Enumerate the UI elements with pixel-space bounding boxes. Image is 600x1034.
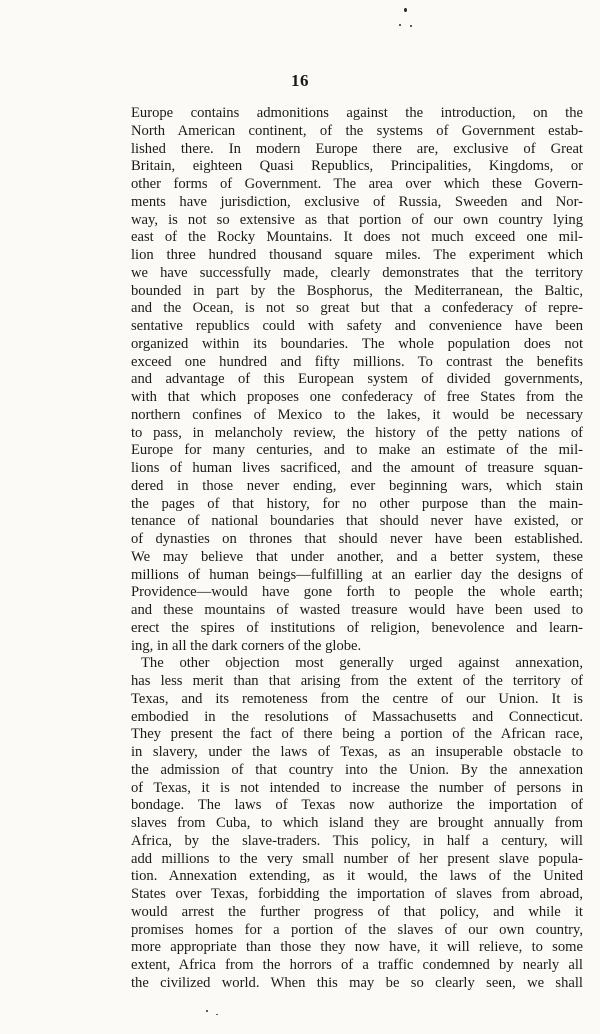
- page-number: 16: [291, 71, 309, 90]
- text-line: slaves from Cuba, to which island they are brought annually from: [131, 815, 583, 831]
- text-line: to pass, in melancholy review, the history of the petty nations of: [131, 424, 583, 441]
- ink-speck: [216, 1014, 218, 1015]
- text-line: Britain, eighteen Quasi Republics, Principalities, Kingdoms, or: [131, 158, 583, 175]
- text-line: They present the fact of there being a portion of the African race,: [131, 726, 583, 743]
- text-line: North American continent, of the systems of Government estab-: [131, 122, 583, 139]
- text-line: erect the spires of institutions of religion, benevolence and learn-: [131, 619, 583, 636]
- text-line: and the Ocean, is not so great but that a confederacy of repre-: [131, 300, 583, 317]
- text-line: way, is not so extensive as that portion of our own country lying: [131, 211, 583, 228]
- text-line: Providence—would have gone forth to people the whole earth;: [131, 584, 583, 601]
- text-line: tenance of national boundaries that should never have existed, or: [131, 513, 583, 530]
- text-line: Texas, and its remoteness from the centre of our Union. It is: [131, 690, 583, 707]
- ink-speck: [206, 1010, 208, 1012]
- ink-speck: [410, 25, 412, 27]
- text-line: ments have jurisdiction, exclusive of Russia, Sweeden and Nor-: [131, 193, 583, 210]
- text-line: of dynasties on thrones that should never have been established.: [131, 531, 583, 547]
- ink-speck: [404, 8, 407, 12]
- text-line: in slavery, under the laws of Texas, as an insuperable obstacle to: [131, 744, 583, 760]
- text-line: other forms of Government. The area over which these Govern-: [131, 176, 583, 192]
- text-line: the admission of that country into the Union. By the annexation: [131, 761, 583, 778]
- text-line: the pages of that history, for no other purpose than the main-: [131, 495, 583, 512]
- text-line: organized within its boundaries. The whole population does not: [131, 335, 583, 352]
- text-line: and advantage of this European system of divided governments,: [131, 371, 583, 388]
- text-line: bondage. The laws of Texas now authorize the importation of: [131, 797, 583, 814]
- text-line: embodied in the resolutions of Massachusetts and Connecticut.: [131, 708, 583, 725]
- text-line: with that which proposes one confederacy of free States from the: [131, 389, 583, 405]
- text-line: lions of human lives sacrificed, and the amount of treasure squan-: [131, 460, 583, 476]
- text-line: extent, Africa from the horrors of a traffic condemned by nearly all: [131, 957, 583, 973]
- text-line: We may believe that under another, and a better system, these: [131, 548, 583, 565]
- text-line: northern confines of Mexico to the lakes, it would be necessary: [131, 406, 583, 423]
- text-line: States over Texas, forbidding the importation of slaves from abroad,: [131, 886, 583, 902]
- text-line: and these mountains of wasted treasure would have been used to: [131, 602, 583, 618]
- body-text: [131, 105, 583, 993]
- text-line: lion three hundred thousand square miles. The experiment which: [131, 247, 583, 263]
- text-line: add millions to the very small number of her present slave popula-: [131, 850, 583, 867]
- text-line: tion. Annexation extending, as it would, the laws of the United: [131, 868, 583, 885]
- text-line: sentative republics could with safety and convenience have been: [131, 318, 583, 334]
- text-line: Africa, by the slave-traders. This policy, in half a century, will: [131, 832, 583, 849]
- ink-speck: [399, 24, 401, 26]
- text-line: bounded in part by the Bosphorus, the Mediterranean, the Baltic,: [131, 282, 583, 299]
- text-line: lished there. In modern Europe there are, exclusive of Great: [131, 140, 583, 157]
- text-line: would arrest the further progress of that policy, and while it: [131, 903, 583, 920]
- text-line: Europe contains admonitions against the introduction, on the: [131, 105, 583, 121]
- text-line: east of the Rocky Mountains. It does not much exceed one mil-: [131, 229, 583, 246]
- text-line: has less merit than that arising from the extent of the territory of: [131, 673, 583, 689]
- text-line: we have successfully made, clearly demonstrates that the territory: [131, 264, 583, 281]
- text-line: the civilized world. When this may be so clearly seen, we shall: [131, 974, 583, 991]
- text-line: ing, in all the dark corners of the globe.: [131, 637, 362, 654]
- text-line: Europe for many centuries, and to make an estimate of the mil-: [131, 442, 583, 459]
- text-line: exceed one hundred and fifty millions. To contrast the benefits: [131, 353, 583, 370]
- text-line: millions of human beings—fulfilling at an earlier day the designs of: [131, 566, 583, 583]
- text-line: promises homes for a portion of the slaves of our own country,: [131, 921, 583, 938]
- text-line: of Texas, it is not intended to increase the number of persons in: [131, 779, 583, 796]
- text-line: more appropriate than those they now have, it will relieve, to some: [131, 939, 583, 956]
- text-line: The other objection most generally urged against annexation,: [141, 655, 583, 672]
- text-line: dered in those never ending, ever beginning wars, which stain: [131, 477, 583, 494]
